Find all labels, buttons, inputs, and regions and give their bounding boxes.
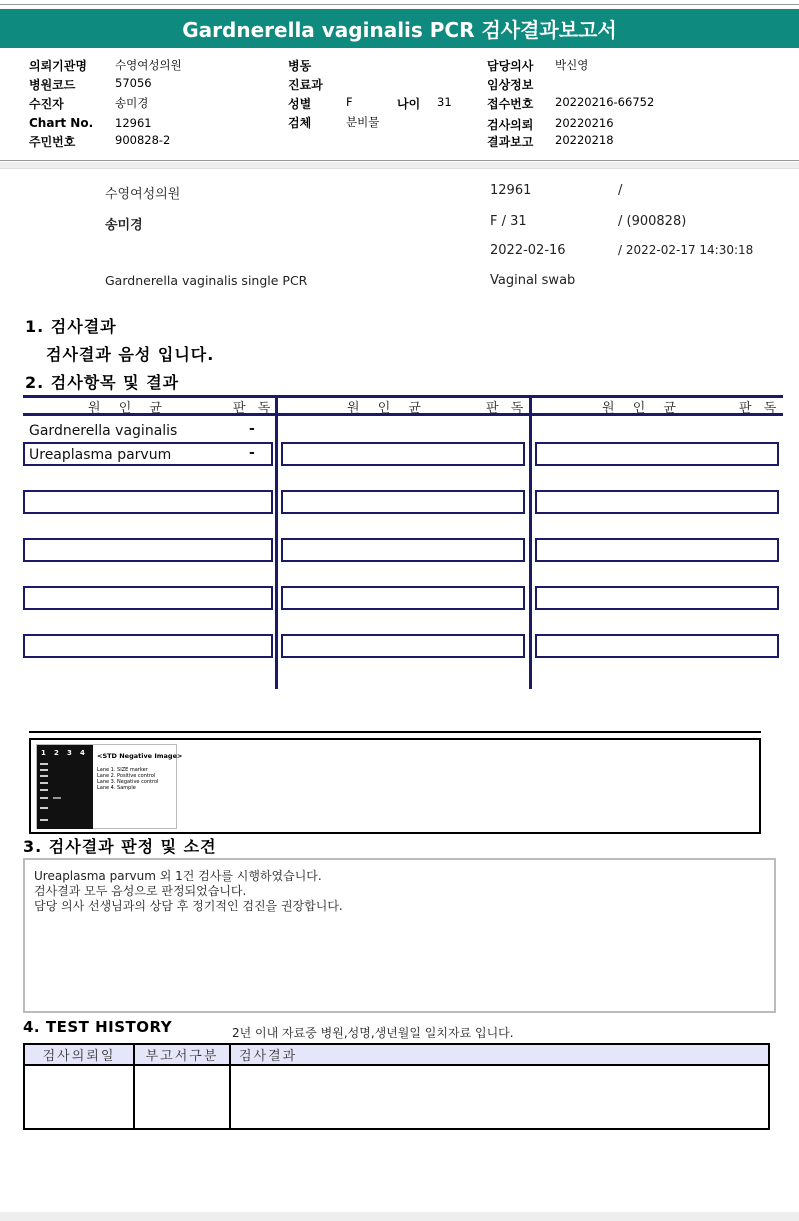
col-head-result-1: 판 독 bbox=[233, 401, 275, 416]
info-patient: 송미경 bbox=[105, 218, 143, 233]
gel-band bbox=[40, 763, 48, 765]
result-cell-5b bbox=[281, 586, 525, 610]
result-cell-3b bbox=[281, 490, 525, 514]
info-sex-age: F / 31 bbox=[490, 214, 527, 229]
gel-caption-title: <STD Negative Image> bbox=[97, 752, 183, 760]
result-cell-4c bbox=[535, 538, 779, 562]
result-cell-6c bbox=[535, 634, 779, 658]
header-label-doctor: 담당의사 bbox=[487, 59, 534, 73]
gel-band bbox=[53, 797, 61, 799]
header-label-department: 진료과 bbox=[288, 78, 323, 92]
header-label-chart: Chart No. bbox=[29, 116, 94, 130]
gel-band bbox=[40, 769, 48, 771]
header-label-hospital-code: 병원코드 bbox=[29, 78, 76, 92]
gel-top-rule bbox=[29, 731, 761, 733]
col-head-pathogen-3: 원 인 균 bbox=[602, 401, 683, 416]
result-cell-6b bbox=[281, 634, 525, 658]
result-name-1: Gardnerella vaginalis bbox=[29, 423, 178, 439]
section3-title: 3. 검사결과 판정 및 소견 bbox=[23, 837, 217, 856]
section1-title: 1. 검사결과 bbox=[25, 317, 117, 336]
result-cell-4a bbox=[23, 538, 273, 562]
history-table-header bbox=[25, 1045, 768, 1066]
info-specimen: Vaginal swab bbox=[490, 273, 576, 288]
gel-band bbox=[40, 807, 48, 809]
gel-electrophoresis-image bbox=[36, 744, 183, 829]
header-label-specimen: 검체 bbox=[288, 116, 312, 130]
history-th-result: 검사결과 bbox=[239, 1049, 298, 1064]
col-head-result-2: 판 독 bbox=[486, 401, 528, 416]
gel-lane-2: 2 bbox=[54, 749, 59, 757]
header-value-requested: 20220216 bbox=[555, 116, 614, 130]
gel-dark-panel bbox=[37, 745, 93, 829]
gel-caption-lane4: Lane 4. Sample bbox=[97, 785, 136, 791]
info-birth: / (900828) bbox=[618, 214, 687, 229]
result-cell-5a bbox=[23, 586, 273, 610]
gel-caption-lane3: Lane 3. Negative control bbox=[97, 779, 159, 785]
header-value-sex: F bbox=[346, 95, 353, 109]
header-value-chart: 12961 bbox=[115, 116, 152, 130]
header-label-clinical-info: 임상정보 bbox=[487, 78, 534, 92]
col-head-pathogen-1: 원 인 균 bbox=[88, 401, 169, 416]
header-label-sex: 성별 bbox=[288, 97, 312, 111]
opinion-box bbox=[23, 858, 776, 1013]
table-col-divider-1 bbox=[275, 395, 278, 689]
result-value-1: - bbox=[249, 421, 255, 437]
result-value-2: - bbox=[249, 445, 255, 461]
info-reported-datetime: / 2022-02-17 14:30:18 bbox=[618, 243, 754, 257]
history-table bbox=[23, 1043, 770, 1130]
header-label-age: 나이 bbox=[397, 97, 421, 111]
header-label-reported: 결과보고 bbox=[487, 135, 534, 149]
section4-title: 4. TEST HISTORY bbox=[23, 1018, 173, 1036]
gel-lane-4: 4 bbox=[80, 749, 85, 757]
gel-caption-lane2: Lane 2. Positive control bbox=[97, 773, 156, 779]
header-label-requested: 검사의뢰 bbox=[487, 118, 534, 132]
gel-band bbox=[40, 775, 48, 777]
opinion-line-3: 담당 의사 선생님과의 상담 후 정기적인 검진을 권장합니다. bbox=[34, 899, 343, 913]
header-label-clinic: 의뢰기관명 bbox=[29, 59, 87, 73]
gel-band bbox=[40, 789, 48, 791]
gray-strip bbox=[0, 162, 799, 169]
header-value-resident-no: 900828-2 bbox=[115, 133, 171, 147]
info-test-name: Gardnerella vaginalis single PCR bbox=[105, 273, 308, 288]
info-slash: / bbox=[618, 183, 623, 198]
header-label-patient: 수진자 bbox=[29, 97, 64, 111]
header-value-age: 31 bbox=[437, 95, 452, 109]
header-value-specimen: 분비물 bbox=[346, 115, 380, 129]
result-cell-3a bbox=[23, 490, 273, 514]
info-received-date: 2022-02-16 bbox=[490, 243, 566, 258]
report-title: Gardnerella vaginalis PCR 검사결과보고서 bbox=[0, 9, 799, 48]
result-cell-2b bbox=[281, 442, 525, 466]
result-name-2: Ureaplasma parvum bbox=[29, 447, 172, 463]
header-label-ward: 병동 bbox=[288, 59, 312, 73]
top-rule bbox=[0, 4, 799, 5]
opinion-line-1: Ureaplasma parvum 외 1건 검사를 시행하였습니다. bbox=[34, 869, 322, 883]
history-col-divider-1 bbox=[133, 1045, 135, 1128]
col-head-pathogen-2: 원 인 균 bbox=[347, 401, 428, 416]
header-value-hospital-code: 57056 bbox=[115, 76, 152, 90]
header-value-clinic: 수영여성의원 bbox=[115, 58, 182, 72]
bottom-strip bbox=[0, 1212, 799, 1221]
header-label-resident-no: 주민번호 bbox=[29, 135, 76, 149]
col-head-result-3: 판 독 bbox=[739, 401, 781, 416]
section4-note: 2년 이내 자료중 병원,성명,생년월일 일치자료 입니다. bbox=[232, 1026, 514, 1040]
history-th-report-type: 부고서구분 bbox=[145, 1049, 219, 1064]
result-cell-2c bbox=[535, 442, 779, 466]
header-value-reported: 20220218 bbox=[555, 133, 614, 147]
info-clinic: 수영여성의원 bbox=[105, 187, 181, 202]
gel-band bbox=[40, 782, 48, 784]
result-cell-5c bbox=[535, 586, 779, 610]
gel-lane-3: 3 bbox=[67, 749, 72, 757]
gel-caption-lane1: Lane 1. SIZE marker bbox=[97, 767, 148, 773]
table-col-divider-2 bbox=[529, 395, 532, 689]
header-label-receipt-no: 접수번호 bbox=[487, 97, 534, 111]
result-cell-4b bbox=[281, 538, 525, 562]
section2-title: 2. 검사항목 및 결과 bbox=[25, 373, 180, 392]
gel-band bbox=[40, 797, 48, 799]
gel-lane-1: 1 bbox=[41, 749, 46, 757]
section1-result-text: 검사결과 음성 입니다. bbox=[46, 345, 215, 364]
info-chart: 12961 bbox=[490, 183, 532, 198]
header-value-receipt-no: 20220216-66752 bbox=[555, 95, 655, 109]
gel-band bbox=[40, 819, 48, 821]
opinion-line-2: 검사결과 모두 음성으로 판정되었습니다. bbox=[34, 884, 247, 898]
header-value-patient: 송미경 bbox=[115, 96, 149, 110]
result-cell-3c bbox=[535, 490, 779, 514]
history-th-request-date: 검사의뢰일 bbox=[42, 1049, 116, 1064]
result-cell-6a bbox=[23, 634, 273, 658]
history-col-divider-2 bbox=[229, 1045, 231, 1128]
header-divider bbox=[0, 160, 799, 161]
header-value-doctor: 박신영 bbox=[555, 58, 589, 72]
